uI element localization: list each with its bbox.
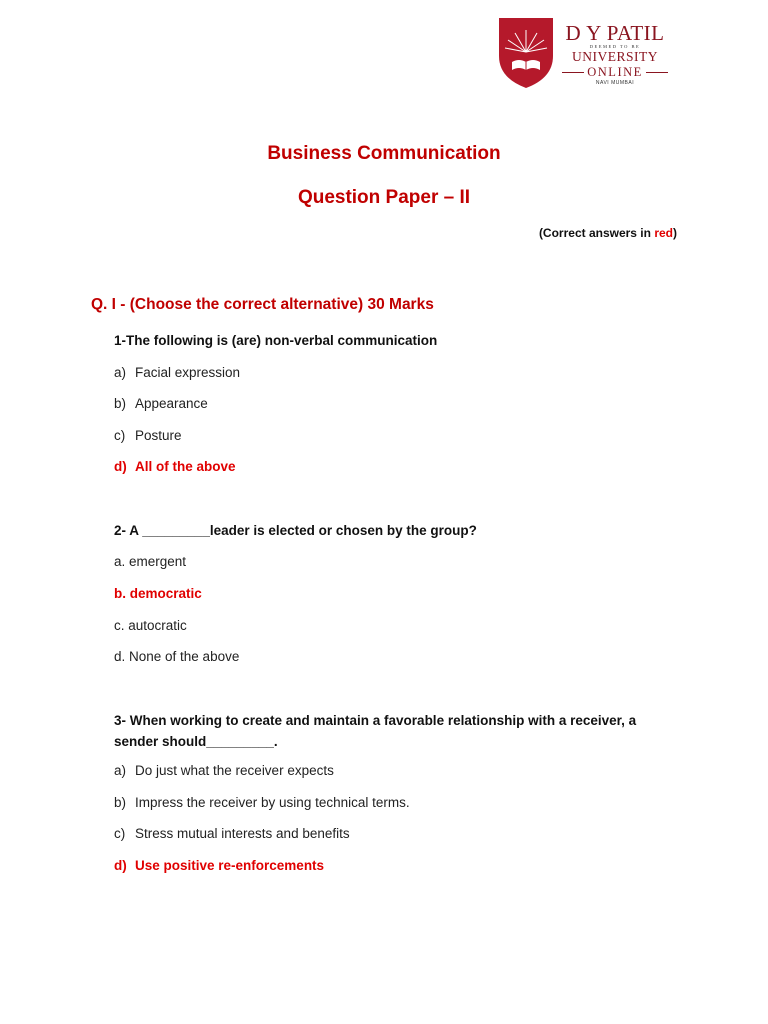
answer-key-note [539,226,677,240]
question-3-option-a [114,763,334,778]
question-3-text: 3- When working to create and maintain a favorable relationship with a receiver, a sender should_________. [114,713,637,749]
university-logo [497,16,675,96]
question-2-text: 2- A _________leader is elected or chosen by the group? [114,523,477,538]
question-3-option-b [114,795,410,810]
question-2-option-c: c. autocratic [114,618,187,633]
option-letter: d) [114,459,127,474]
document-title: Business Communication [267,143,501,164]
option-letter: c) [114,428,126,443]
option-letter: a) [114,763,127,778]
shield-emblem-icon [497,16,555,90]
option-text: Do just what the receiver expects [135,763,334,778]
section-heading: Q. I - (Choose the correct alternative) 30 Marks [91,296,434,313]
option-text: Stress mutual interests and benefits [135,826,350,841]
logo-deemed-text: DEEMED TO BE [589,44,641,49]
option-text: Posture [135,428,182,443]
note-highlight: red [654,226,673,240]
question-2-option-d: d. None of the above [114,649,240,664]
question-1-text: 1-The following is (are) non-verbal communication [114,333,438,348]
option-letter: a) [114,365,127,380]
logo-online-row [559,65,671,79]
option-text: Impress the receiver by using technical terms. [135,795,410,810]
question-1-option-d-correct [114,459,236,474]
option-letter: b) [114,795,127,810]
logo-divider [562,72,584,73]
option-text: Use positive re-enforcements [135,858,325,873]
question-2-option-b-correct: b. democratic [114,586,202,601]
option-text: Facial expression [135,365,241,380]
note-suffix: ) [673,226,677,240]
option-letter: b) [114,396,127,411]
logo-university: UNIVERSITY [572,49,658,64]
question-1-option-b [114,396,208,411]
option-letter: c) [114,826,126,841]
logo-divider [646,72,668,73]
note-prefix: (Correct answers in [538,226,655,240]
question-1-option-c [114,428,182,443]
option-text: All of the above [135,459,236,474]
option-text: Appearance [135,396,208,411]
question-3-option-d-correct [114,858,324,873]
logo-online: ONLINE [587,65,643,79]
question-1-option-a [114,365,240,380]
question-3-option-c [114,826,350,841]
document-subtitle: Question Paper – II [297,187,471,208]
logo-name: D Y PATIL [565,21,665,45]
question-2-option-a: a. emergent [114,554,187,569]
option-letter: d) [114,858,127,873]
logo-location: NAVI MUMBAI [595,80,635,86]
